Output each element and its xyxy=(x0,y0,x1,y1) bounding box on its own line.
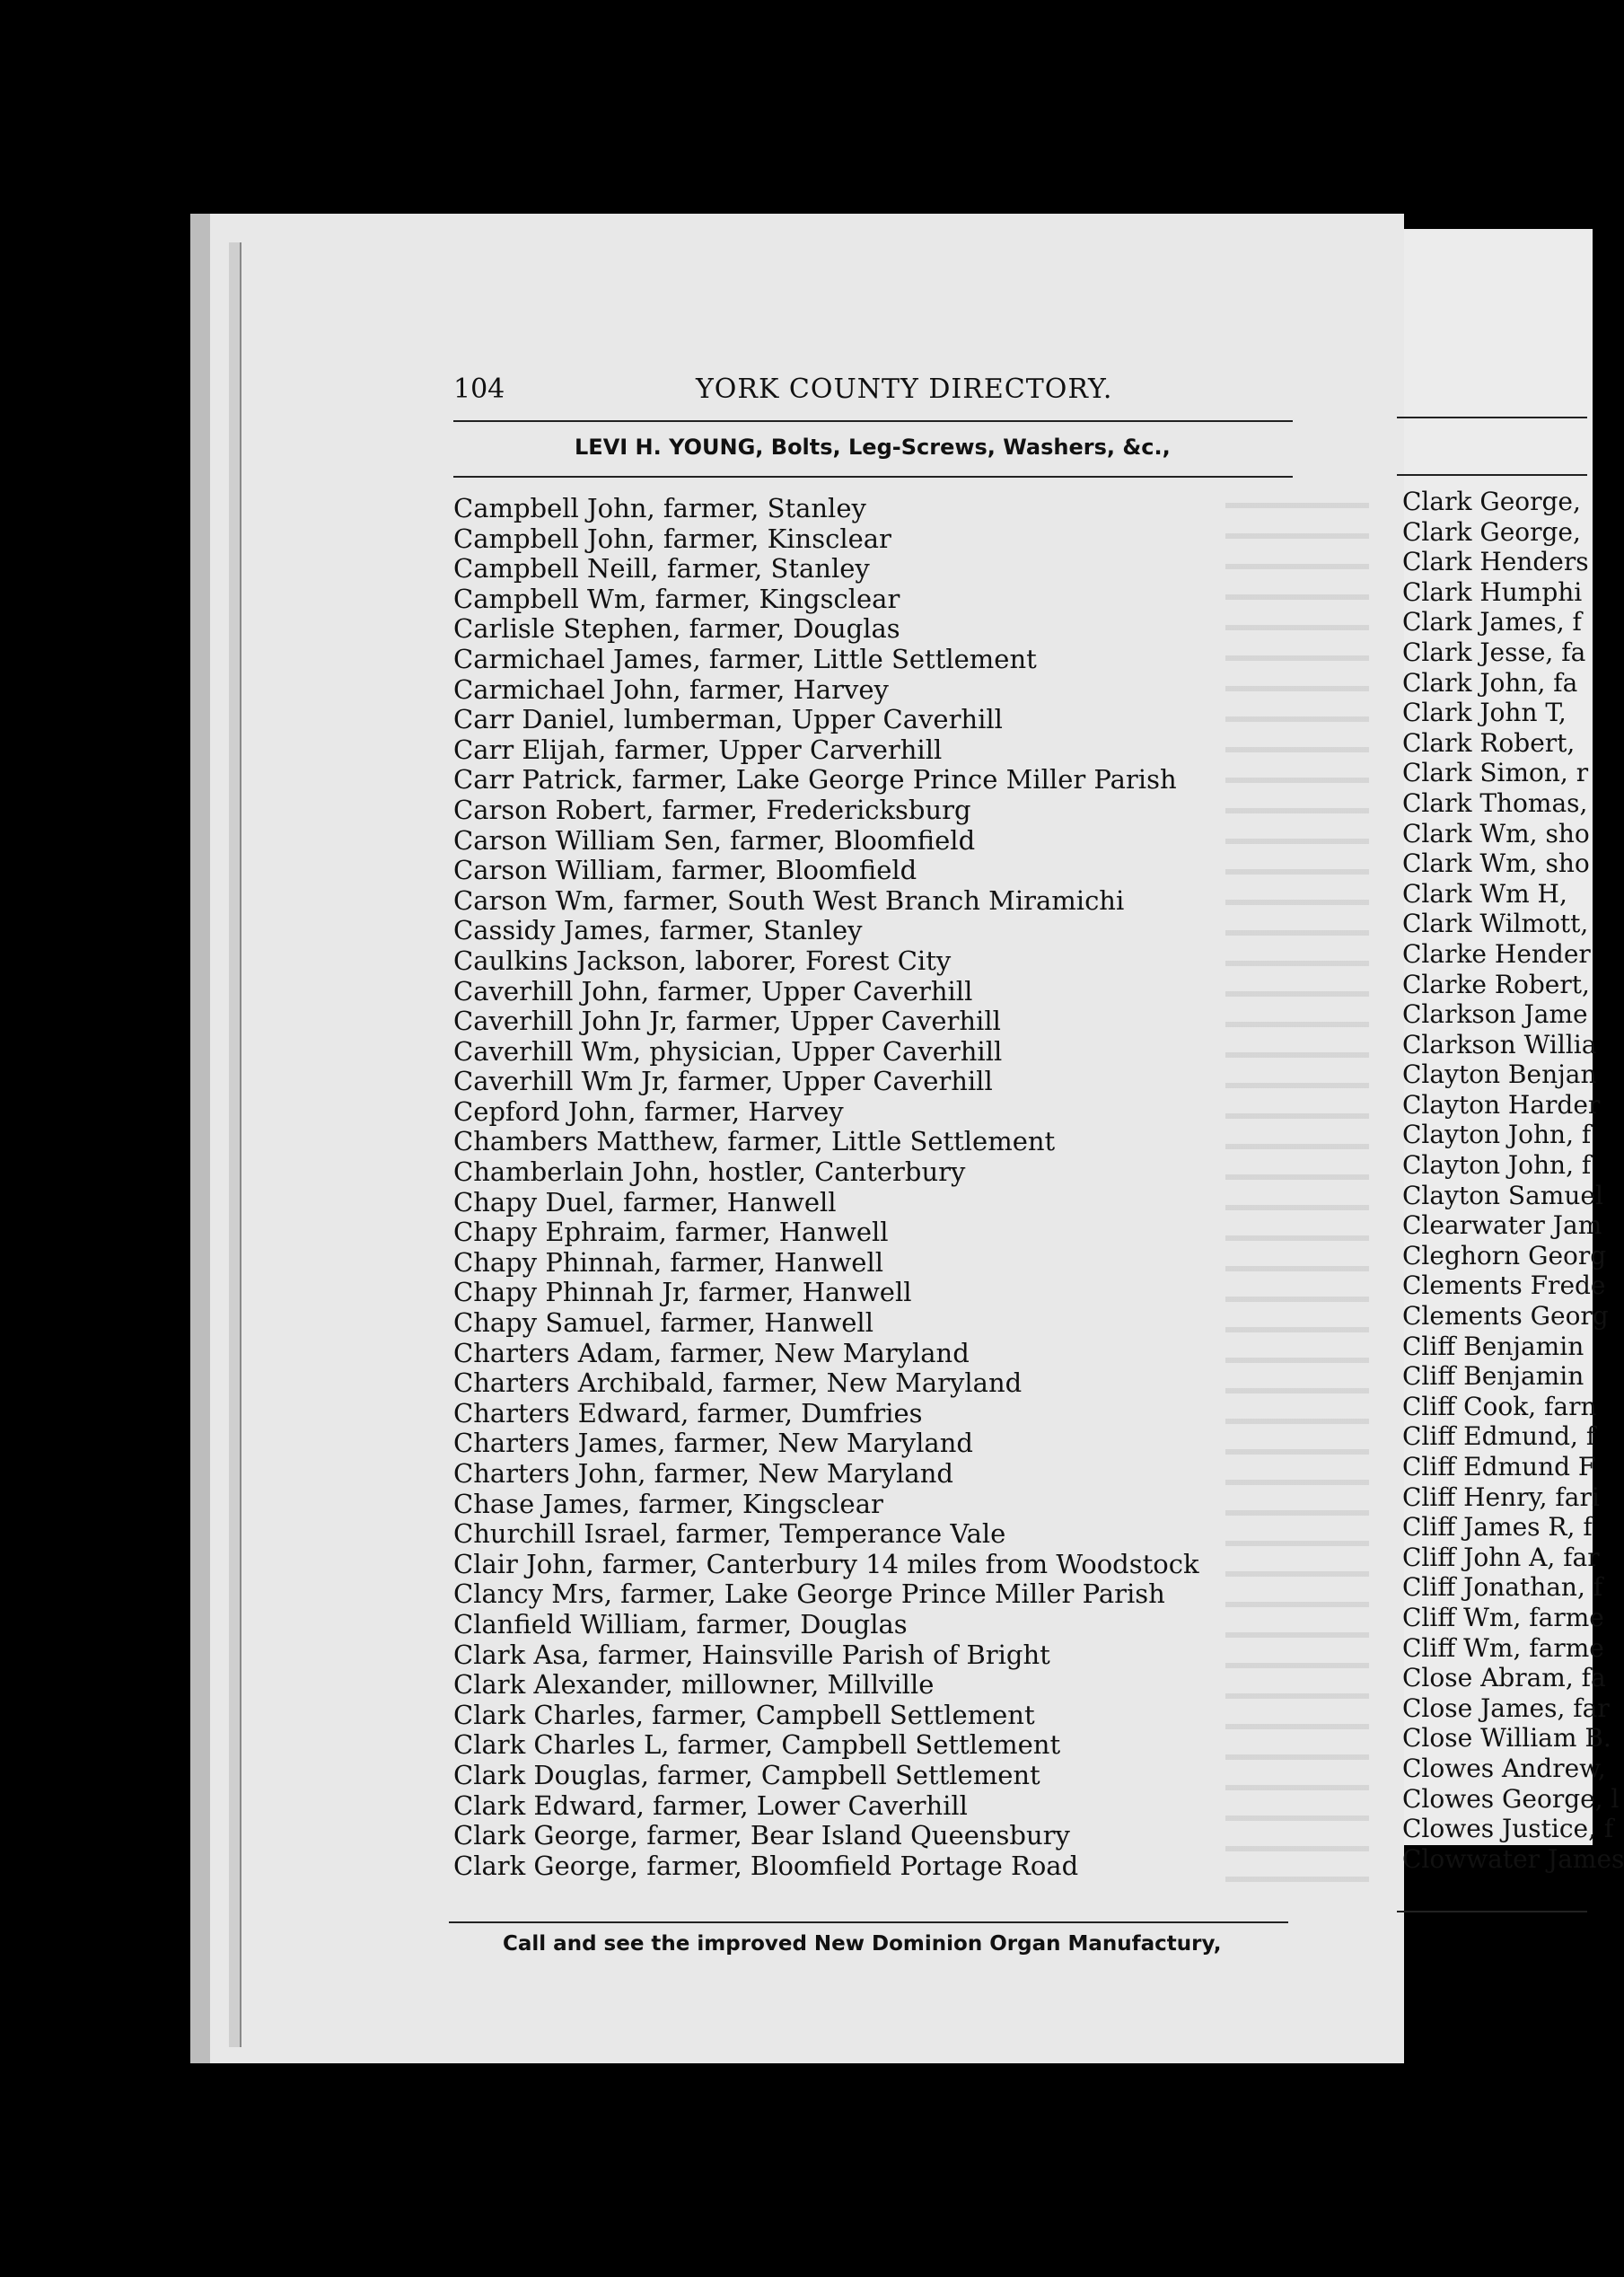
facing-page-entry: Clearwater Jam xyxy=(1402,1210,1602,1241)
directory-entry: Charters Archibald, farmer, New Maryland xyxy=(453,1367,1023,1399)
directory-entry: Charters John, farmer, New Maryland xyxy=(453,1458,953,1489)
directory-entry: Carson William, farmer, Bloomfield xyxy=(453,855,917,886)
facing-page-entry: Cliff Wm, farme xyxy=(1402,1632,1604,1663)
facing-page-entry: Clayton Harder xyxy=(1402,1089,1601,1120)
facing-page-entry: Clark Robert, xyxy=(1402,727,1576,758)
directory-entry: Clark Edward, farmer, Lower Caverhill xyxy=(453,1789,968,1821)
directory-entry: Carson William Sen, farmer, Bloomfield xyxy=(453,824,976,856)
directory-entry: Clark Charles, farmer, Campbell Settlement xyxy=(453,1699,1035,1730)
directory-entry: Chapy Duel, farmer, Hanwell xyxy=(453,1186,837,1218)
facing-page-entry: Clayton John, f xyxy=(1402,1120,1592,1150)
directory-entry: Chapy Ephraim, farmer, Hanwell xyxy=(453,1217,889,1248)
ad-rule xyxy=(453,476,1293,478)
facing-page-entry: Clowes Justice, f xyxy=(1402,1814,1614,1844)
directory-entry: Carr Patrick, farmer, Lake George Prince Miller Parish xyxy=(453,764,1177,796)
facing-page-entry: Clarkson Willia xyxy=(1402,1029,1597,1059)
directory-entry: Carson Wm, farmer, South West Branch Miramichi xyxy=(453,884,1125,916)
bottom-advertisement: Call and see the improved New Dominion Organ Manufactury, xyxy=(503,1932,1222,1956)
facing-page-entry: Clayton Samuel xyxy=(1402,1180,1603,1210)
top-advertisement: LEVI H. YOUNG, Bolts, Leg-Screws, Washers, &c., xyxy=(575,435,1171,460)
facing-page-entry: Cliff Benjamin xyxy=(1402,1331,1584,1361)
facing-footer-rule xyxy=(1397,1911,1587,1912)
directory-entry: Carmichael John, farmer, Harvey xyxy=(453,673,889,705)
directory-entry: Clair John, farmer, Canterbury 14 miles from Woodstock xyxy=(453,1548,1199,1579)
facing-page-entry: Cliff Edmund, f xyxy=(1402,1421,1596,1452)
directory-entry: Campbell Wm, farmer, Kingsclear xyxy=(453,583,900,614)
directory-entry: Caulkins Jackson, laborer, Forest City xyxy=(453,945,952,976)
facing-page-entry: Clark Wm, sho xyxy=(1402,818,1590,848)
directory-entry: Churchill Israel, farmer, Temperance Vale xyxy=(453,1518,1006,1550)
header-rule xyxy=(453,420,1293,422)
facing-page-entry: Cliff John A, far xyxy=(1402,1542,1600,1572)
directory-entry: Carlisle Stephen, farmer, Douglas xyxy=(453,613,900,645)
facing-page-entry: Clark Thomas, xyxy=(1402,787,1588,818)
facing-page-entry: Clark Wm, sho xyxy=(1402,848,1590,879)
directory-entry: Chase James, farmer, Kingsclear xyxy=(453,1488,883,1519)
page-number: 104 xyxy=(453,374,505,405)
running-title: YORK COUNTY DIRECTORY. xyxy=(696,374,1113,405)
directory-entry: Clanfield William, farmer, Douglas xyxy=(453,1608,908,1640)
directory-entry: Campbell Neill, farmer, Stanley xyxy=(453,553,870,585)
facing-page-entry: Clark George, xyxy=(1402,516,1581,547)
facing-page-entry: Clark John, fa xyxy=(1402,667,1578,698)
facing-page-entry: Clark Wm H, xyxy=(1402,878,1567,909)
directory-entry: Carr Elijah, farmer, Upper Carverhill xyxy=(453,734,943,765)
directory-entry: Clancy Mrs, farmer, Lake George Prince Miller Parish xyxy=(453,1578,1165,1610)
directory-entry: Chapy Phinnah, farmer, Hanwell xyxy=(453,1246,883,1278)
directory-entry: Charters Edward, farmer, Dumfries xyxy=(453,1397,923,1429)
facing-page-entry: Clowes Andrew, xyxy=(1402,1753,1606,1783)
facing-page-entry: Cleghorn Georg xyxy=(1402,1240,1607,1270)
facing-page-entry: Clark Humphi xyxy=(1402,576,1583,607)
page-edge xyxy=(229,242,241,2047)
directory-entry: Cassidy James, farmer, Stanley xyxy=(453,915,863,946)
directory-entry: Clark Charles L, farmer, Campbell Settlement xyxy=(453,1729,1061,1761)
directory-entry: Carmichael James, farmer, Little Settlement xyxy=(453,643,1037,674)
directory-entry: Caverhill Wm, physician, Upper Caverhill xyxy=(453,1035,1003,1067)
page-header xyxy=(453,374,1306,409)
facing-page-entry: Clark Jesse, fa xyxy=(1402,637,1586,667)
facing-page-entry: Cliff James R, f xyxy=(1402,1512,1593,1543)
directory-entry: Caverhill John Jr, farmer, Upper Caverhill xyxy=(453,1006,1001,1037)
facing-page-entry: Cliff Cook, farn xyxy=(1402,1391,1597,1421)
directory-entry: Chapy Phinnah Jr, farmer, Hanwell xyxy=(453,1277,912,1308)
facing-page-entry: Clark Simon, r xyxy=(1402,758,1589,788)
directory-entry: Chapy Samuel, farmer, Hanwell xyxy=(453,1307,873,1339)
directory-entry: Clark George, farmer, Bloomfield Portage Road xyxy=(453,1850,1079,1881)
directory-entry: Charters Adam, farmer, New Maryland xyxy=(453,1337,970,1368)
facing-page-entry: Clarke Hender xyxy=(1402,938,1591,969)
facing-page-entry: Close William B. xyxy=(1402,1723,1611,1754)
facing-page-entry: Clark George, xyxy=(1402,487,1581,516)
facing-page-entry: Cliff Wm, farme xyxy=(1402,1602,1604,1632)
directory-entry: Chamberlain John, hostler, Canterbury xyxy=(453,1156,966,1188)
facing-page-entry: Clayton Benjan xyxy=(1402,1059,1597,1090)
facing-page-entry: Clements Frede xyxy=(1402,1270,1606,1301)
facing-page-entry: Clements Georg xyxy=(1402,1301,1609,1332)
footer-rule xyxy=(449,1921,1288,1923)
facing-page-entry: Clark Henders xyxy=(1402,547,1589,577)
directory-entry: Campbell John, farmer, Stanley xyxy=(453,493,866,523)
facing-page-entry: Close James, far xyxy=(1402,1692,1610,1723)
facing-page-entries xyxy=(1402,487,1624,1874)
facing-page-entry: Clarke Robert, xyxy=(1402,969,1590,999)
facing-page-entry: Close Abram, fa xyxy=(1402,1663,1606,1693)
facing-page-entry: Clarkson Jame xyxy=(1402,999,1588,1030)
facing-page-entry: Cliff Jonathan, f xyxy=(1402,1572,1603,1603)
facing-page-entry: Clowes George, l xyxy=(1402,1783,1620,1814)
directory-entry: Chambers Matthew, farmer, Little Settlement xyxy=(453,1126,1056,1157)
facing-page-entry: Cliff Benjamin xyxy=(1402,1361,1584,1392)
facing-page-entry: Clark Wilmott, xyxy=(1402,909,1589,939)
directory-entry: Carr Daniel, lumberman, Upper Caverhill xyxy=(453,704,1003,735)
directory-entry: Clark Asa, farmer, Hainsville Parish of Bright xyxy=(453,1639,1050,1670)
directory-entry: Clark Douglas, farmer, Campbell Settlement xyxy=(453,1759,1040,1790)
directory-entries xyxy=(453,494,1199,1881)
directory-entry: Clark George, farmer, Bear Island Queensbury xyxy=(453,1820,1070,1851)
facing-page-entry: Clark James, f xyxy=(1402,607,1582,637)
facing-header-rule xyxy=(1397,417,1587,418)
facing-page-entry: Clark John T, xyxy=(1402,698,1567,728)
directory-entry: Cepford John, farmer, Harvey xyxy=(453,1095,844,1127)
directory-entry: Clark Alexander, millowner, Millville xyxy=(453,1669,935,1701)
facing-page-entry: Clayton John, f xyxy=(1402,1150,1592,1181)
directory-entry: Caverhill John, farmer, Upper Caverhill xyxy=(453,975,973,1007)
directory-entry: Campbell John, farmer, Kinsclear xyxy=(453,523,891,554)
directory-entry: Charters James, farmer, New Maryland xyxy=(453,1428,973,1459)
facing-page-entry: Cliff Edmund F xyxy=(1402,1452,1596,1481)
bleed-through-text xyxy=(1225,503,1369,1903)
directory-entry: Carson Robert, farmer, Fredericksburg xyxy=(453,794,971,825)
facing-ad-rule xyxy=(1397,474,1587,476)
facing-page-entry: Cliff Henry, fari xyxy=(1402,1481,1600,1512)
facing-page-entry: Clowwater James xyxy=(1402,1843,1624,1874)
directory-entry: Caverhill Wm Jr, farmer, Upper Caverhill xyxy=(453,1066,993,1097)
